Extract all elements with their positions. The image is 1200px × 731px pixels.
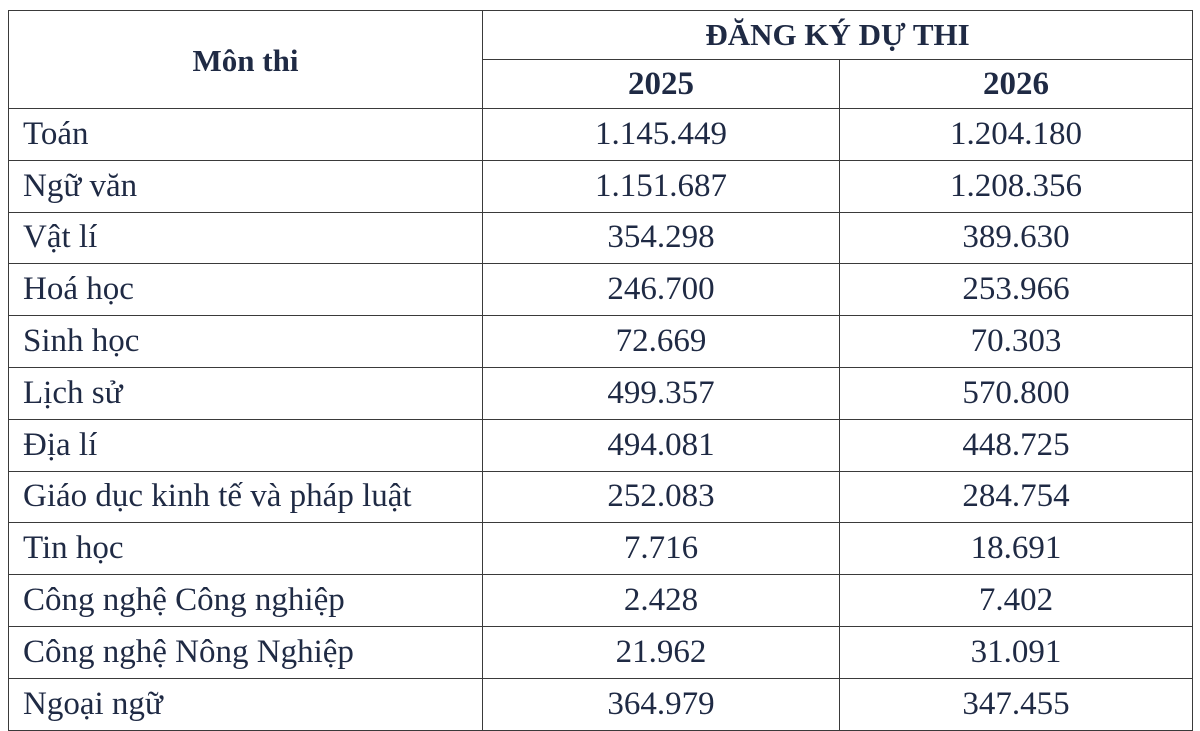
table-header <box>9 11 1193 109</box>
count-2025-cell: 21.962 <box>483 626 840 678</box>
table-row <box>9 523 1193 575</box>
subject-column-header: Môn thi <box>9 11 483 109</box>
count-2026-cell: 1.208.356 <box>840 160 1193 212</box>
registration-table-frame <box>8 10 1192 722</box>
count-2026-cell: 7.402 <box>840 575 1193 627</box>
count-2025-cell: 252.083 <box>483 471 840 523</box>
count-2026-cell: 70.303 <box>840 316 1193 368</box>
count-2025-cell: 2.428 <box>483 575 840 627</box>
table-row <box>9 316 1193 368</box>
count-2026-cell: 389.630 <box>840 212 1193 264</box>
count-2025-cell: 1.151.687 <box>483 160 840 212</box>
table-row <box>9 264 1193 316</box>
count-2025-cell: 354.298 <box>483 212 840 264</box>
table-row <box>9 367 1193 419</box>
count-2026-cell: 347.455 <box>840 678 1193 730</box>
table-row <box>9 678 1193 730</box>
header-row-top <box>9 11 1193 60</box>
count-2025-cell: 499.357 <box>483 367 840 419</box>
table-row <box>9 575 1193 627</box>
table-row <box>9 212 1193 264</box>
subject-cell: Công nghệ Nông Nghiệp <box>9 626 483 678</box>
subject-cell: Địa lí <box>9 419 483 471</box>
registration-group-header: ĐĂNG KÝ DỰ THI <box>483 11 1193 60</box>
count-2026-cell: 253.966 <box>840 264 1193 316</box>
count-2025-cell: 72.669 <box>483 316 840 368</box>
count-2026-cell: 570.800 <box>840 367 1193 419</box>
registration-table <box>8 10 1193 731</box>
table-row <box>9 160 1193 212</box>
table-row <box>9 471 1193 523</box>
subject-cell: Lịch sử <box>9 367 483 419</box>
table-row <box>9 109 1193 161</box>
subject-cell: Vật lí <box>9 212 483 264</box>
count-2026-cell: 448.725 <box>840 419 1193 471</box>
subject-cell: Giáo dục kinh tế và pháp luật <box>9 471 483 523</box>
subject-cell: Tin học <box>9 523 483 575</box>
subject-cell: Ngữ văn <box>9 160 483 212</box>
subject-cell: Hoá học <box>9 264 483 316</box>
count-2026-cell: 1.204.180 <box>840 109 1193 161</box>
year-2025-header: 2025 <box>483 60 840 109</box>
subject-cell: Công nghệ Công nghiệp <box>9 575 483 627</box>
count-2025-cell: 364.979 <box>483 678 840 730</box>
subject-cell: Toán <box>9 109 483 161</box>
count-2026-cell: 18.691 <box>840 523 1193 575</box>
year-2026-header: 2026 <box>840 60 1193 109</box>
subject-cell: Ngoại ngữ <box>9 678 483 730</box>
table-body <box>9 109 1193 731</box>
count-2025-cell: 1.145.449 <box>483 109 840 161</box>
subject-cell: Sinh học <box>9 316 483 368</box>
count-2026-cell: 284.754 <box>840 471 1193 523</box>
count-2025-cell: 7.716 <box>483 523 840 575</box>
count-2026-cell: 31.091 <box>840 626 1193 678</box>
table-row <box>9 419 1193 471</box>
count-2025-cell: 246.700 <box>483 264 840 316</box>
table-row <box>9 626 1193 678</box>
count-2025-cell: 494.081 <box>483 419 840 471</box>
